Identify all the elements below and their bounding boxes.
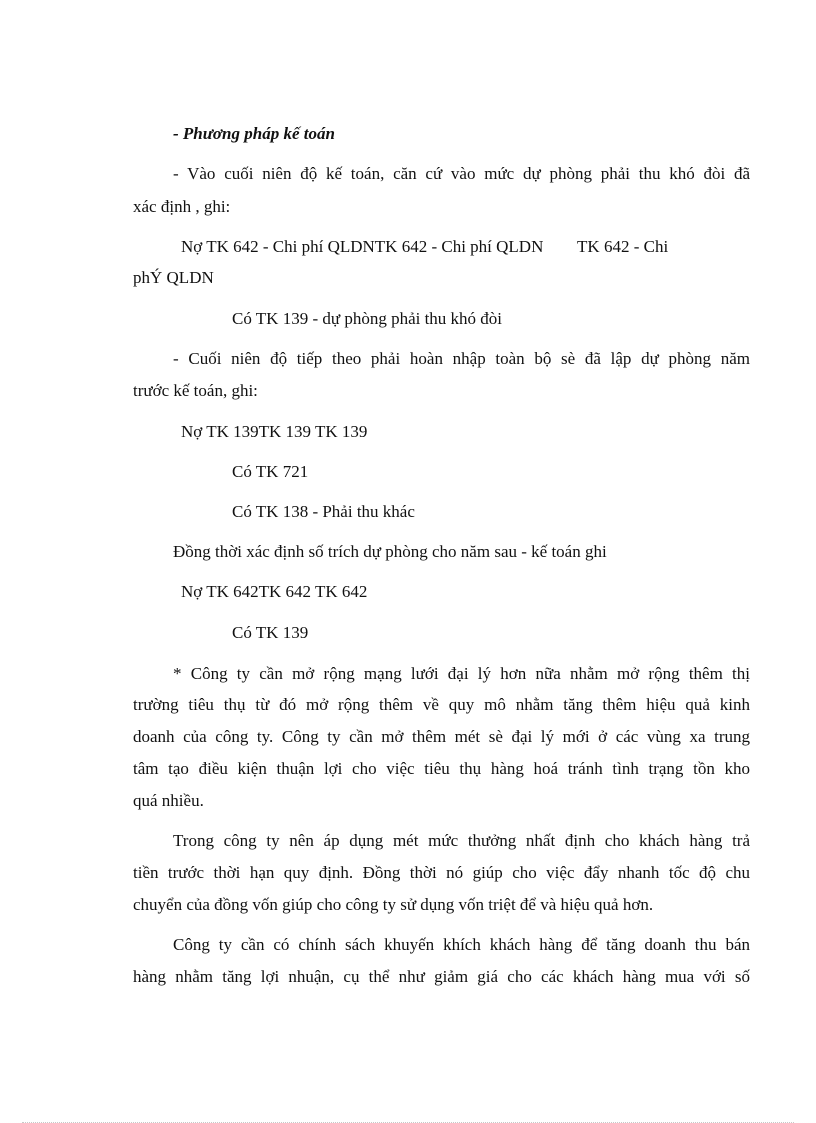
entry-2-debit: Nợ TK 139TK 139 TK 139 bbox=[181, 422, 368, 441]
entry-1-credit: Có TK 139 - dự phòng phải thu khó đòi bbox=[232, 309, 503, 328]
paragraph-6-line-2: hàng nhằm tăng lợi nhuận, cụ thể như giảm giá cho các khách hàng mua với số bbox=[133, 967, 750, 986]
paragraph-4-line-1: * Công ty cần mở rộng mạng lưới đại lý hơn nữa nhằm mở rộng thêm thị bbox=[173, 664, 750, 683]
paragraph-4-line-2: trường tiêu thụ từ đó mở rộng thêm về quy mô nhằm tăng thêm hiệu quả kinh bbox=[133, 695, 750, 714]
paragraph-3: Đồng thời xác định số trích dự phòng cho năm sau - kế toán ghi bbox=[173, 542, 607, 561]
entry-1-debit-line-2: phÝ QLDN bbox=[133, 268, 214, 287]
entry-3-debit: Nợ TK 642TK 642 TK 642 bbox=[181, 582, 368, 601]
paragraph-5-line-1: Trong công ty nên áp dụng mét mức thưởng nhất định cho khách hàng trả bbox=[173, 831, 750, 850]
entry-2-credit-1: Có TK 721 bbox=[232, 462, 309, 481]
paragraph-2-line-1: - Cuối niên độ tiếp theo phải hoàn nhập toàn bộ sè đã lập dự phòng năm bbox=[173, 349, 750, 368]
entry-3-credit: Có TK 139 bbox=[232, 623, 309, 642]
paragraph-4-line-5: quá nhiều. bbox=[133, 791, 204, 810]
section-heading: - Phương pháp kế toán bbox=[173, 124, 335, 143]
entry-1-debit-line-1: Nợ TK 642 - Chi phí QLDNTK 642 - Chi phí QLDN TK 642 - Chi bbox=[181, 237, 669, 256]
entry-2-credit-2: Có TK 138 - Phải thu khác bbox=[232, 502, 415, 521]
paragraph-1-line-2: xác định , ghi: bbox=[133, 197, 231, 216]
paragraph-2-line-2: trước kế toán, ghi: bbox=[133, 381, 258, 400]
paragraph-1-line-1: - Vào cuối niên độ kế toán, căn cứ vào mức dự phòng phải thu khó đòi đã bbox=[173, 164, 750, 183]
paragraph-4-line-4: tâm tạo điều kiện thuận lợi cho việc tiêu thụ hàng hoá tránh tình trạng tồn kho bbox=[133, 759, 750, 778]
paragraph-6-line-1: Công ty cần có chính sách khuyến khích khách hàng để tăng doanh thu bán bbox=[173, 935, 750, 954]
paragraph-5-line-3: chuyển của đồng vốn giúp cho công ty sử dụng vốn triệt để và hiệu quả hơn. bbox=[133, 895, 654, 914]
paragraph-5-line-2: tiền trước thời hạn quy định. Đồng thời nó giúp cho việc đẩy nhanh tốc độ chu bbox=[133, 863, 750, 882]
paragraph-4-line-3: doanh của công ty. Công ty cần mở thêm mét sè đại lý mới ở các vùng xa trung bbox=[133, 727, 750, 746]
